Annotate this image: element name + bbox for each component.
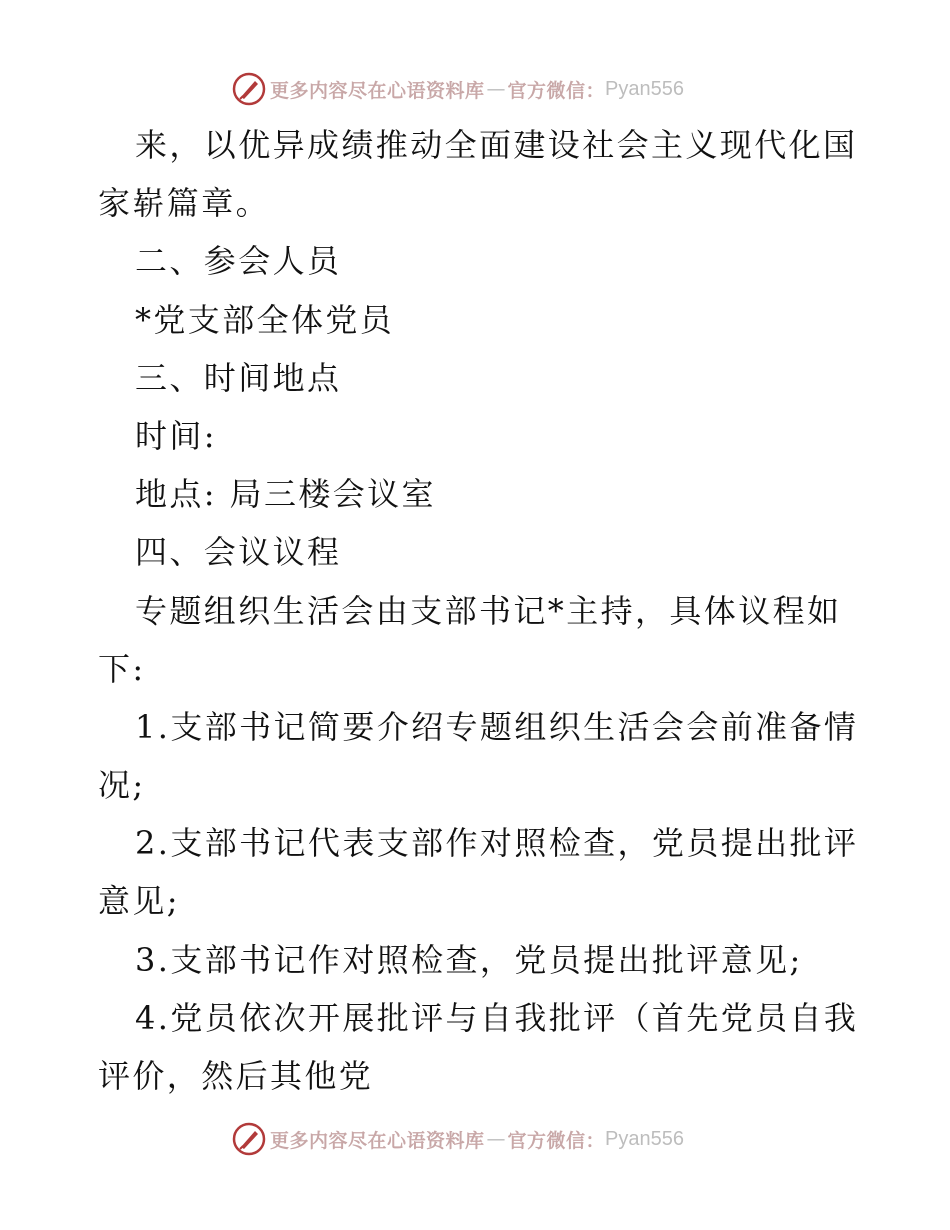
watermark-account: Pyan556 [605,1127,684,1150]
body-line: *党支部全体党员 [135,300,395,339]
agenda-item: 4.党员依次开展批评与自我批评（首先党员自我 [135,998,859,1037]
agenda-item: 3.支部书记作对照检查，党员提出批评意见; [135,940,803,979]
quill-logo-icon [232,1122,266,1156]
body-line: 地点: 局三楼会议室 [135,475,436,514]
footer-watermark [232,1122,684,1156]
watermark-separator: — [486,1128,506,1150]
watermark-account: Pyan556 [605,77,684,100]
document-body [98,116,858,1105]
body-line: 家崭篇章。 [98,184,271,223]
quill-logo-icon [232,72,266,106]
body-line: 时间: [135,416,217,455]
header-watermark [232,72,684,106]
watermark-label: 官方微信： [507,79,606,102]
section-heading: 四、会议议程 [135,533,342,572]
section-heading: 二、参会人员 [135,242,342,281]
body-line: 下: [98,649,146,688]
agenda-item: 1.支部书记简要介绍专题组织生活会会前准备情 [135,707,859,746]
agenda-item: 2.支部书记代表支部作对照检查，党员提出批评 [135,824,859,863]
section-heading: 三、时间地点 [135,358,342,397]
agenda-item-continuation: 意见; [98,882,180,921]
watermark-label: 官方微信： [507,1129,606,1152]
watermark-text: 更多内容尽在心语资料库 [270,1129,485,1152]
agenda-item-continuation: 评价，然后其他党 [98,1057,374,1095]
agenda-item-continuation: 况; [98,766,146,805]
watermark-text: 更多内容尽在心语资料库 [270,79,485,102]
body-line: 来，以优异成绩推动全面建设社会主义现代化国 [135,126,858,164]
body-line: 专题组织生活会由支部书记*主持，具体议程如 [135,591,842,630]
watermark-separator: — [486,78,506,100]
